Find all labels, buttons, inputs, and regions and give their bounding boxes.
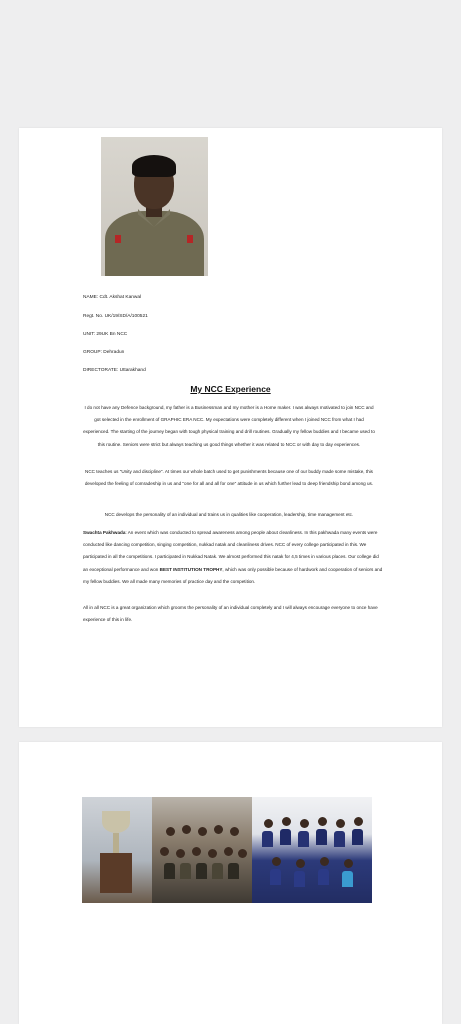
swachta-pakhwada-label: Swachta Pakhwada (83, 530, 126, 535)
paragraph-1: I do not have any Defence background, my father is a Businessman and my mother is a Home maker. I was always motivated to join NCC and got selected in the enrollment of GRAPHIC ERA NCC. My expectations were completely different when I joined NCC from what I had experienced. The starting of the journey began with tough physical training and drill routines. Gradually my fellow buddies and I became used to this routine. Seniors were strict but always teaching us good things whether it was related to NCC or with day to day experiences. (83, 405, 375, 447)
article-title: My NCC Experience (190, 384, 271, 394)
regt-number: Regt. No. UK/19/SD/A/100521 (83, 314, 148, 319)
cadet-portrait-photo (101, 137, 208, 276)
document-page-2 (19, 742, 442, 1024)
paragraph-4: Swachta Pakhwada: An event which was conducted to spread awareness among people about cleanliness. In this pakhwada many events were conducted like dancing competition, singing competition, nukkad natak and cleanliness drives. NCC of every college participated in this. We participated in all the competitions. I participated in Nukkad Natak. We almost performed this natak for 4,5 times in various places. Our college did an exceptional performance and won BEST INSTITUTION TROPHY, which was only possible because of hardwork and cooperation of seniors and my fellow buddies. We all made many memories of practice day and the competition. (83, 530, 383, 584)
unit: UNIT: 29UK Bn NCC (83, 332, 128, 337)
cadet-name: NAME: Cdt. Akshat Kanwal (83, 295, 142, 300)
paragraph-2: NCC teaches us "Unity and discipline". At times our whole batch used to get punishments because one of our buddy made some mistake, this developed the feeling of comradeship in us and "one for all and all for one" attitude in us which further lead to deep friendship bond among us. (84, 469, 374, 487)
document-page-1 (19, 128, 442, 727)
group-photo-team (252, 797, 372, 903)
trophy-photo (82, 797, 152, 903)
paragraph-3: NCC develops the personality of an individual and trains us in qualities like cooperation, leadership, time management etc. (104, 512, 354, 517)
group: GROUP: Dehradun (83, 350, 125, 355)
paragraph-5: All in all NCC is a great organization which grooms the personality of an individual completely and I will always encourage everyone to once have experience of this in life. (83, 605, 378, 623)
group-photo-stairs (152, 797, 252, 903)
photo-collage (82, 797, 372, 903)
trophy-highlight: BEST INSTITUTION TROPHY (159, 566, 223, 572)
directorate: DIRECTORATE: Uttarakhand (83, 368, 146, 373)
